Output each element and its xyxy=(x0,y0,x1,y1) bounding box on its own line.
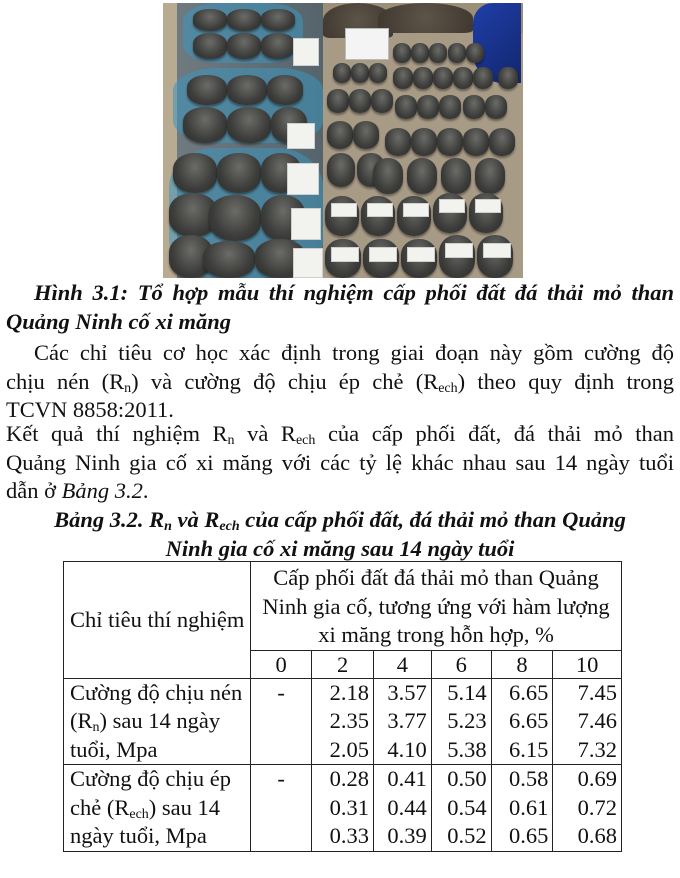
photo-left-panel xyxy=(163,3,323,278)
cell-rech-4: 0.41 0.44 0.39 xyxy=(373,765,431,852)
cell-rn-6: 5.14 5.23 5.38 xyxy=(431,678,491,765)
photo-right-panel xyxy=(323,3,523,278)
results-table xyxy=(63,561,622,852)
column-header-cement-8: 8 xyxy=(491,650,553,678)
figure-caption: Hình 3.1: Tổ hợp mẫu thí nghiệm cấp phối đất đá thải mỏ than Quảng Ninh cố xi măng xyxy=(6,280,674,334)
row-label-rech: Cường độ chịu ép chẻ $(R_{ech})$ sau 14 ngày tuổi, Mpa xyxy=(64,765,251,852)
cell-rn-0: - xyxy=(251,678,312,765)
table-header-row xyxy=(64,562,622,651)
cell-rech-0: - xyxy=(251,765,312,852)
table-row-rech xyxy=(64,765,622,852)
column-header-cement-6: 6 xyxy=(431,650,491,678)
paragraph-mechanical-indicators: Các chỉ tiêu cơ học xác định trong giai đoạn này gồm cường độ chịu nén $(R_n)$ và cường độ chịu ép chẻ $(R_{ech})$ theo quy định trong TCVN 8858:2011. xyxy=(6,340,674,422)
table-caption: Bảng 3.2. $R_n$ và $R_{ech}$ của cấp phối đất, đá thải mỏ than Quảng Ninh gia cố xi măng sau 14 ngày tuổi xyxy=(54,507,626,561)
figure-caption-prefix: Hình 3.1: xyxy=(34,280,129,305)
cell-rn-4: 3.57 3.77 4.10 xyxy=(373,678,431,765)
table-row-rn xyxy=(64,678,622,765)
specimen-photo xyxy=(163,3,523,278)
cell-rn-10: 7.45 7.46 7.32 xyxy=(553,678,622,765)
cell-rech-8: 0.58 0.61 0.65 xyxy=(491,765,553,852)
column-header-cement-2: 2 xyxy=(312,650,374,678)
column-header-cement-0: 0 xyxy=(251,650,312,678)
paragraph-test-results: Kết quả thí nghiệm $R_n$ và $R_{ech}$ của cấp phối đất, đá thải mỏ than Quảng Ninh gia cố xi măng với các tỷ lệ khác nhau sau 14 ngày tuổi dẫn ở Bảng 3.2. xyxy=(6,421,674,503)
table-reference: Bảng 3.2 xyxy=(61,478,143,503)
cell-rech-10: 0.69 0.72 0.68 xyxy=(553,765,622,852)
row-label-rn: Cường độ chịu nén $(R_n)$ sau 14 ngày tuổi, Mpa xyxy=(64,678,251,765)
column-group-header: Cấp phối đất đá thải mỏ than Quảng Ninh gia cố, tương ứng với hàm lượng xi măng trong hỗn hợp, % xyxy=(251,562,622,651)
cell-rn-8: 6.65 6.65 6.15 xyxy=(491,678,553,765)
column-header-indicator: Chỉ tiêu thí nghiệm xyxy=(64,562,251,679)
cell-rech-2: 0.28 0.31 0.33 xyxy=(312,765,374,852)
cell-rn-2: 2.18 2.35 2.05 xyxy=(312,678,374,765)
column-header-cement-10: 10 xyxy=(553,650,622,678)
column-header-cement-4: 4 xyxy=(373,650,431,678)
cell-rech-6: 0.50 0.54 0.52 xyxy=(431,765,491,852)
